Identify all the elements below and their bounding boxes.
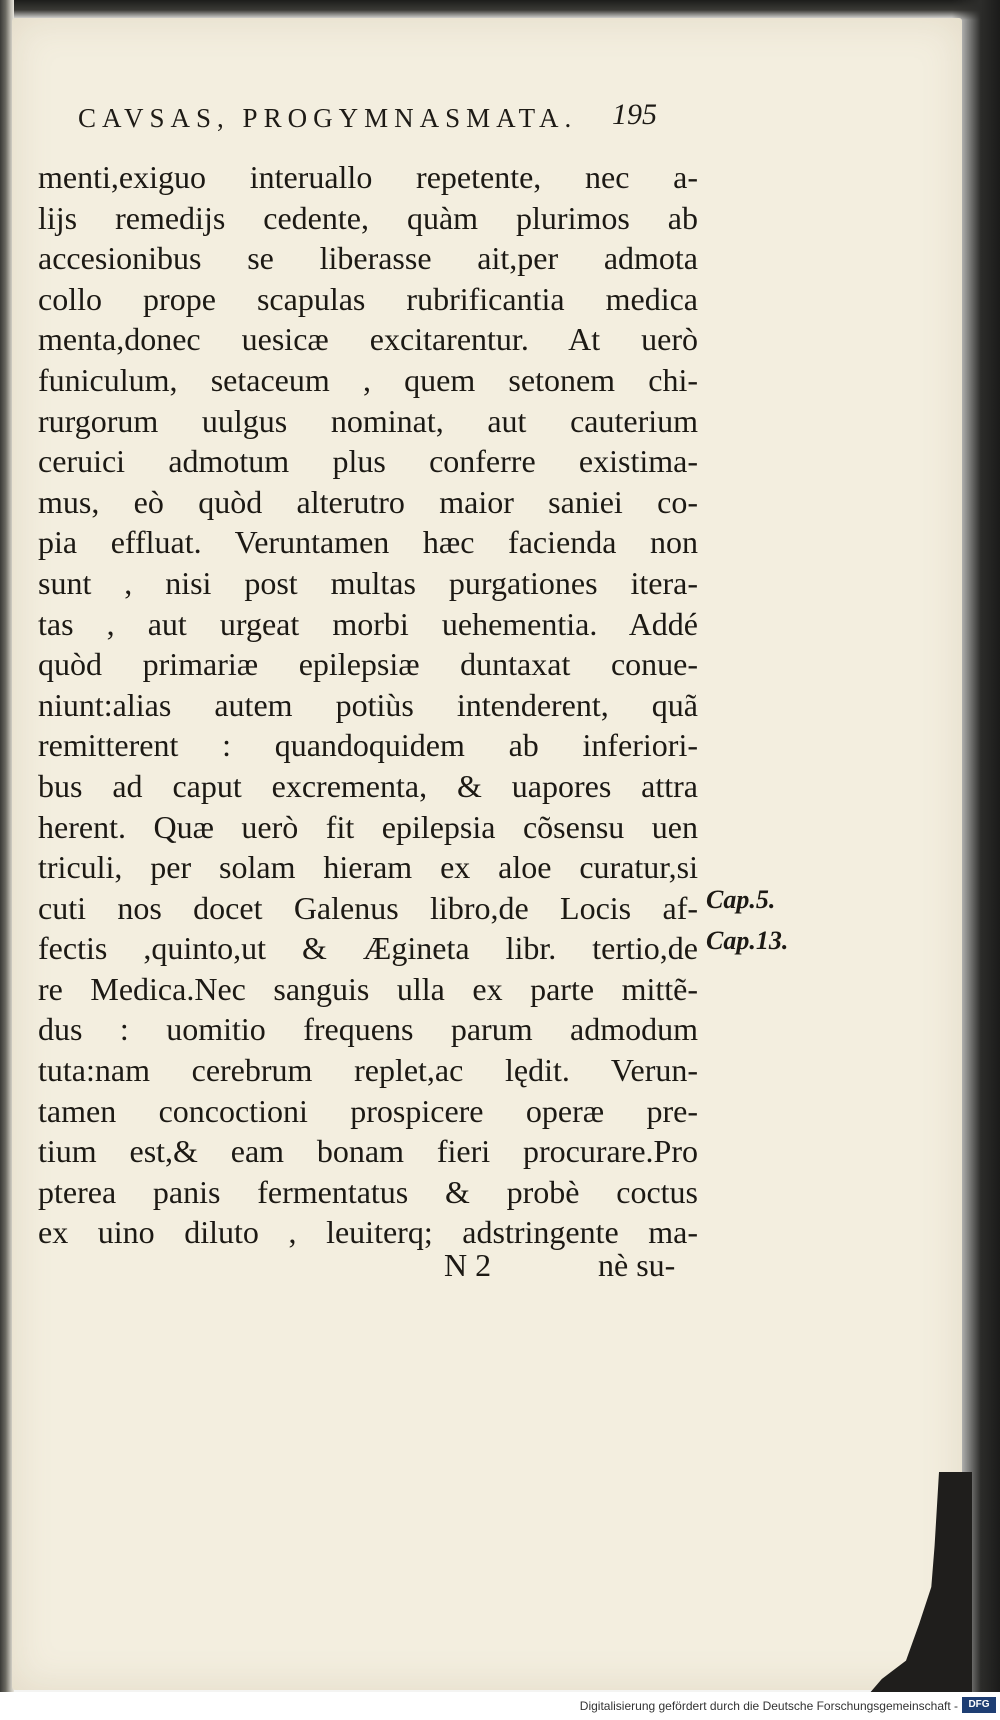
body-text <box>38 157 698 1253</box>
text-line: tas , aut urgeat morbi uehementia. Addé <box>38 605 698 642</box>
marginal-note: Cap.5. <box>706 885 776 914</box>
text-line: quòd primariæ epilepsiæ duntaxat conue- <box>38 646 698 683</box>
text-line: tamen concoctioni prospicere operæ pre- <box>38 1092 698 1129</box>
text-line: bus ad caput excrementa, & uapores attra <box>38 767 698 804</box>
text-line: triculi, per solam hieram ex aloe curatur,si <box>38 849 698 886</box>
text-line: fectis ,quinto,ut & Ægineta libr. tertio,de <box>38 930 698 967</box>
text-line: herent. Quæ uerò fit epilepsia cõsensu uen <box>38 808 698 845</box>
scan-top-shadow <box>0 0 1000 20</box>
catchword-row <box>38 1247 698 1291</box>
text-line: menti,exiguo interuallo repetente, nec a- <box>38 159 698 195</box>
signature-mark: N 2 <box>444 1247 492 1283</box>
text-line: collo prope scapulas rubrificantia medica <box>38 280 698 317</box>
running-head: CAVSAS, PROGYMNASMATA. <box>78 103 578 133</box>
text-line: menta,donec uesicæ excitarentur. At uerò <box>38 321 698 358</box>
text-line: niunt:alias autem potiùs intenderent, quã <box>38 686 698 723</box>
catchword: nè su- <box>598 1247 676 1283</box>
text-line: tium est,& eam bonam fieri procurare.Pro <box>38 1133 698 1170</box>
text-line: lijs remedijs cedente, quàm plurimos ab <box>38 199 698 236</box>
dfg-logo: DFG <box>962 1697 996 1713</box>
text-line: pia effluat. Veruntamen hæc facienda non <box>38 524 698 561</box>
text-line: re Medica.Nec sanguis ulla ex parte mittẽ- <box>38 970 698 1007</box>
footer-credit: Digitalisierung gefördert durch die Deutsche Forschungsgemeinschaft - <box>579 1699 958 1713</box>
text-line: ex uino diluto , leuiterq; adstringente ma- <box>38 1214 698 1251</box>
text-line: rurgorum uulgus nominat, aut cauterium <box>38 402 698 439</box>
marginal-note: Cap.13. <box>706 926 789 955</box>
text-line: ceruici admotum plus conferre existima- <box>38 443 698 480</box>
text-line: dus : uomitio frequens parum admodum <box>38 1011 698 1048</box>
text-line: sunt , nisi post multas purgationes itera- <box>38 564 698 601</box>
page-number: 195 <box>612 98 657 131</box>
footer-bar <box>0 1692 1000 1720</box>
text-line: pterea panis fermentatus & probè coctus <box>38 1173 698 1210</box>
torn-corner <box>862 1472 972 1702</box>
text-line: cuti nos docet Galenus libro,de Locis af- <box>38 889 698 926</box>
text-line: mus, eò quòd alterutro maior saniei co- <box>38 483 698 520</box>
text-line: funiculum, setaceum , quem setonem chi- <box>38 361 698 398</box>
text-line: tuta:nam cerebrum replet,ac lędit. Verun- <box>38 1052 698 1089</box>
text-line: remitterent : quandoquidem ab inferiori- <box>38 727 698 764</box>
text-line: accesionibus se liberasse ait,per admota <box>38 240 698 277</box>
